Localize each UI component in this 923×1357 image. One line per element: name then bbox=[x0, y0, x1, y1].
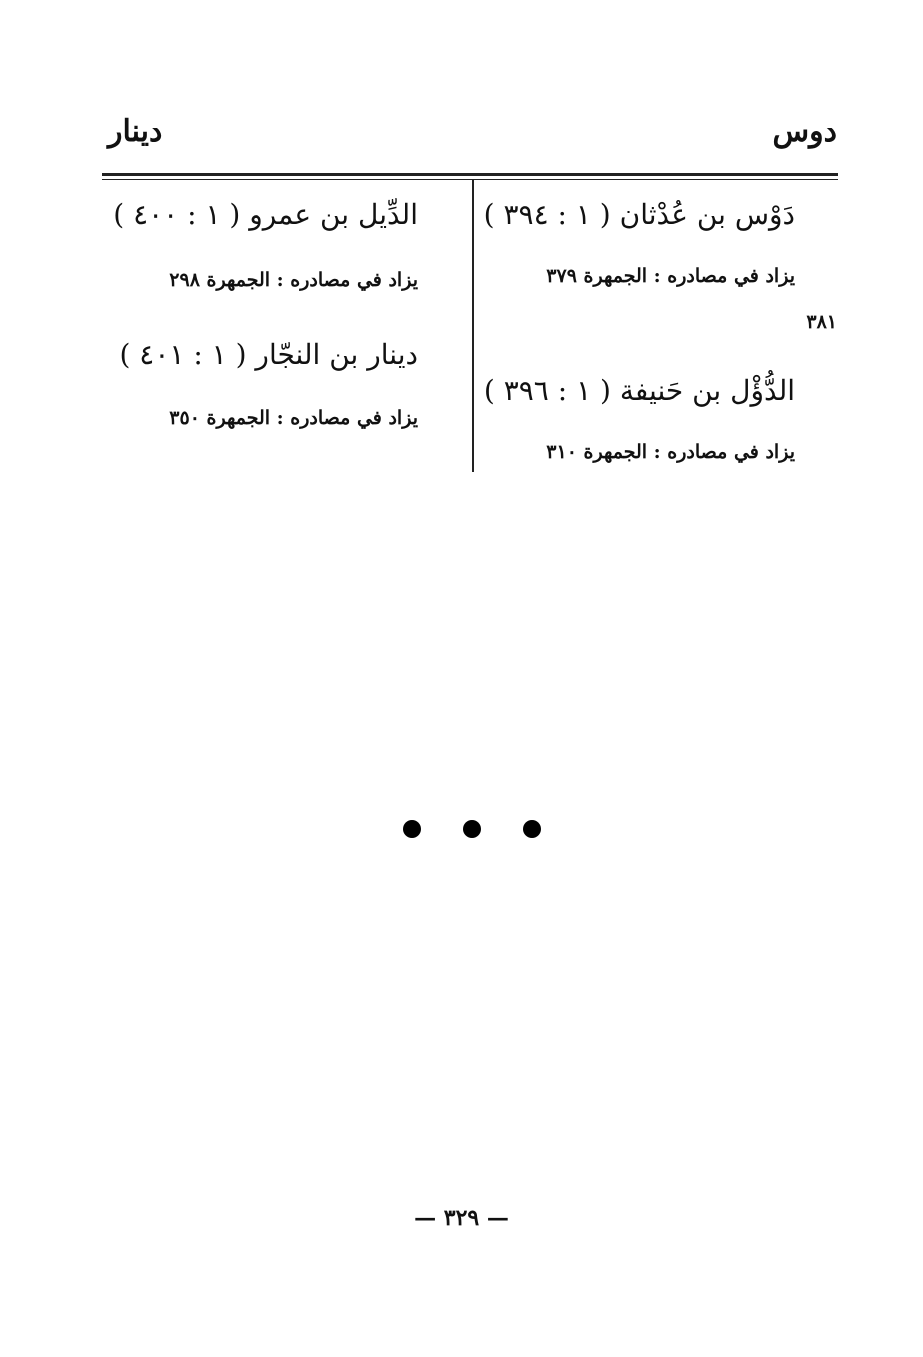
entry-note: يزاد في مصادره : الجمهرة ٣١٠ bbox=[546, 441, 795, 463]
ornament-dot bbox=[403, 820, 421, 838]
header-rule-thin bbox=[102, 179, 838, 180]
section-end-ornament bbox=[403, 820, 543, 844]
entry-title: الدِّيل بن عمرو ( ١ : ٤٠٠ ) bbox=[113, 198, 418, 231]
running-head-left: دينار bbox=[108, 114, 163, 149]
entry-note-continued: ٣٨١ bbox=[806, 311, 837, 333]
page-number: — ٣٢٩ — bbox=[414, 1205, 509, 1231]
running-head-right: دوس bbox=[772, 114, 837, 149]
entry-note: يزاد في مصادره : الجمهرة ٣٥٠ bbox=[169, 407, 418, 429]
entry-title: الدُّؤْل بن حَنيفة ( ١ : ٣٩٦ ) bbox=[483, 374, 795, 407]
entry-note: يزاد في مصادره : الجمهرة ٢٩٨ bbox=[169, 269, 418, 291]
column-divider bbox=[472, 180, 474, 472]
header-rule-thick bbox=[102, 173, 838, 176]
entry-note: يزاد في مصادره : الجمهرة ٣٧٩ bbox=[546, 265, 795, 287]
ornament-dot bbox=[463, 820, 481, 838]
entry-title: دَوْس بن عُدْثان ( ١ : ٣٩٤ ) bbox=[483, 198, 795, 231]
ornament-dot bbox=[523, 820, 541, 838]
entry-title: دينار بن النجّار ( ١ : ٤٠١ ) bbox=[119, 338, 418, 371]
